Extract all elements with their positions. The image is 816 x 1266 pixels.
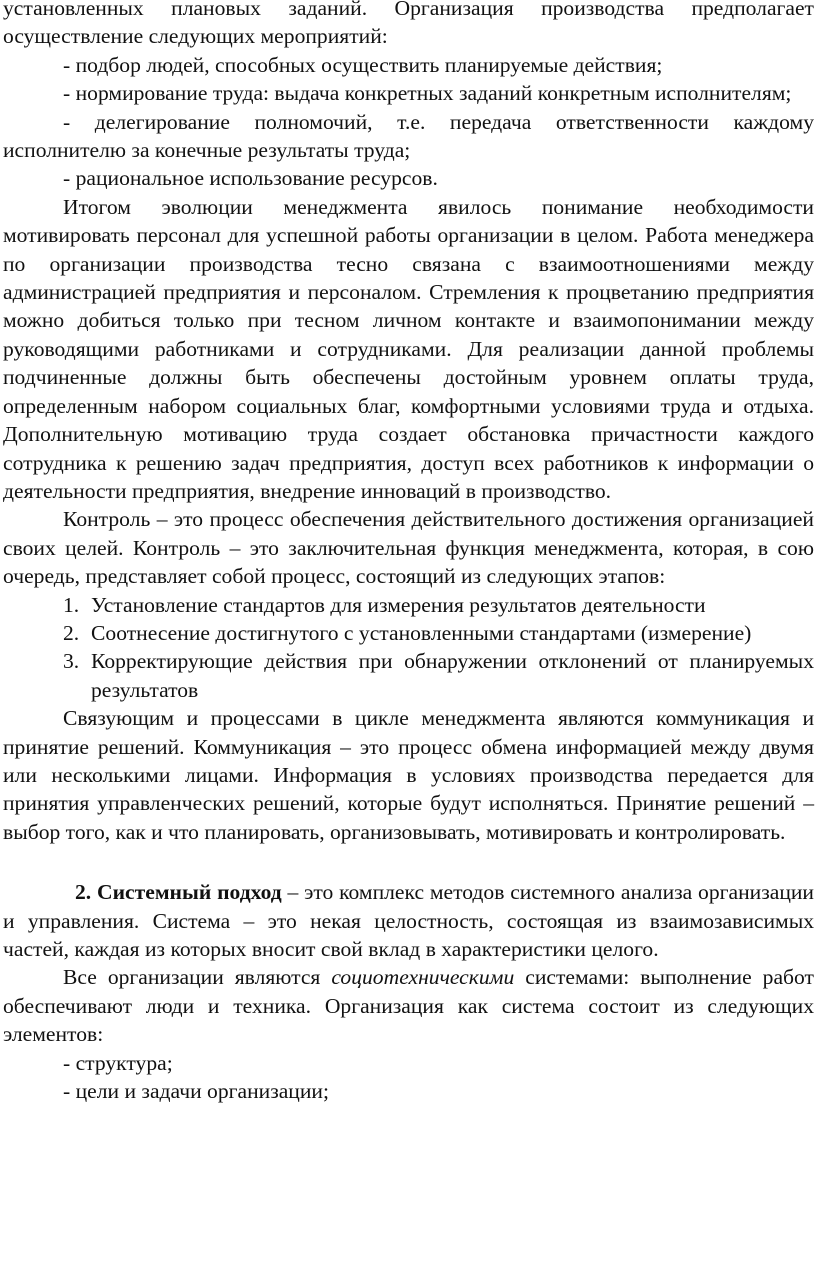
control-step-text: Корректирующие действия при обнаружении отклонений от планируемых результатов (91, 649, 814, 702)
control-step (3, 619, 814, 647)
control-step-text: Установление стандартов для измерения результатов деятельности (91, 592, 706, 617)
communication-paragraph: Связующим и процессами в цикле менеджмента являются коммуникация и принятие решений. Коммуникация – это процесс обмена информацией между двумя или несколькими лицами. Информация в условиях производства передается для принятия управленческих решений, которые будут исполняться. Принятие решений – выбор того, как и что планировать, организовывать, мотивировать и контролировать. (3, 706, 814, 844)
control-paragraph: Контроль – это процесс обеспечения действительного достижения организацией своих целей. Контроль – это заключительная функция менеджмента, которая, в сою очередь, представляет собой процесс, состоящий из следующих этапов: (3, 507, 814, 589)
control-step-text: Соотнесение достигнутого с установленными стандартами (измерение) (91, 620, 752, 645)
sociotech-after: системами: выполнение работ обеспечивают люди и техника. Организация как система состоит из следующих элементов: (3, 965, 814, 1047)
organization-item: - нормирование труда: выдача конкретных заданий конкретным исполнителям; (63, 81, 792, 106)
system-element: - цели и задачи организации; (63, 1079, 329, 1104)
sociotech-paragraph (3, 963, 814, 1048)
section-2-heading: 2. Системный подход (75, 880, 282, 905)
control-step-number: 1. (63, 592, 80, 617)
control-step-number: 3. (63, 649, 80, 674)
intro-fragment: установленных плановых заданий. Организация производства предполагает осуществление следующих мероприятий: (3, 0, 814, 49)
organization-item: - делегирование полномочий, т.е. передача ответственности каждому исполнителю за конечные результаты труда; (3, 109, 814, 163)
sociotech-emphasis: социотехническими (331, 965, 515, 990)
control-steps-list (3, 591, 814, 705)
section-2-paragraph (3, 878, 814, 963)
motivation-paragraph: Итогом эволюции менеджмента явилось понимание необходимости мотивировать персонал для успешной работы организации в целом. Работа менеджера по организации производства тесно связана с взаимоотношениями между администрацией предприятия и персоналом. Стремления к процветанию предприятия можно добиться только при тесном личном контакте и взаимопонимании между руководящими работниками и сотрудниками. Для реализации данной проблемы подчиненные должны быть обеспечены достойным уровнем оплаты труда, определенным набором социальных благ, комфортными условиями труда и отдыха. Дополнительную мотивацию труда создает обстановка причастности каждого сотрудника к решению задач предприятия, доступ всех работников к информации о деятельности предприятия, внедрение инноваций в производство. (3, 194, 814, 503)
organization-item: - рациональное использование ресурсов. (63, 166, 438, 191)
control-step (3, 591, 814, 619)
control-step (3, 647, 814, 704)
organization-item: - подбор людей, способных осуществить планируемые действия; (63, 52, 663, 77)
control-step-number: 2. (63, 620, 80, 645)
system-element: - структура; (63, 1050, 173, 1075)
section-spacer (3, 846, 814, 878)
section-2-text: – это комплекс методов системного анализа организации и управления. Система – это некая целостность, состоящая из взаимозависимых частей, каждая из которых вносит свой вклад в характеристики целого. (3, 880, 814, 961)
sociotech-before: Все организации являются (63, 965, 332, 990)
